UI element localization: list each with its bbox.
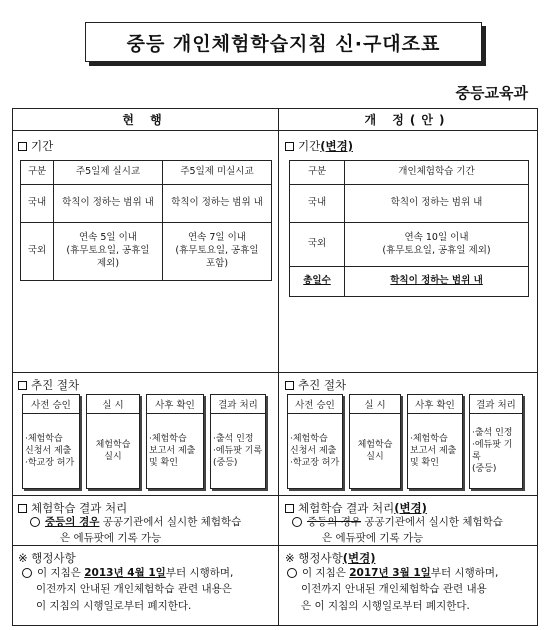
checkbox-square-icon bbox=[18, 142, 27, 151]
step-title: 결과 처리 bbox=[470, 395, 522, 414]
left-procedure-heading: 추진 절차 bbox=[18, 377, 79, 393]
circle-bullet-icon bbox=[30, 517, 40, 527]
step-title: 결과 처리 bbox=[211, 395, 265, 414]
step-body: ·체험학습 보고서 제출 및 확인 bbox=[149, 433, 196, 469]
step-title: 사후 확인 bbox=[408, 395, 462, 414]
step-box bbox=[86, 394, 140, 489]
step-box bbox=[146, 394, 204, 489]
table-cell: 학칙이 정하는 범위 내 bbox=[54, 185, 163, 223]
step-body: ·체험학습 신청서 제출 ·학교장 허가 bbox=[25, 433, 75, 469]
left-period-heading: 기간 bbox=[18, 138, 53, 154]
right-procedure-heading: 추진 절차 bbox=[285, 377, 346, 393]
table-cell: 연속 10일 이내 (휴무토요일, 공휴일 제외) bbox=[345, 223, 529, 267]
step-box bbox=[407, 394, 463, 489]
step-box bbox=[469, 394, 523, 489]
section-divider bbox=[12, 372, 537, 373]
step-body: ·체험학습 보고서 제출 및 확인 bbox=[410, 433, 457, 469]
step-body: ·출석 인정 ·에듀팟 기록 (중등) bbox=[472, 427, 513, 475]
header-divider bbox=[12, 130, 537, 131]
step-body: 체험학습 실시 bbox=[95, 439, 131, 462]
right-admin-text: 이 지침은 2017년 3월 1일부터 시행하며, 이전까지 안내된 개인체험학습 관련 내용 은 이 지침의 시행일로부터 폐지한다. bbox=[287, 565, 535, 614]
step-box bbox=[287, 394, 343, 489]
table-cell: 연속 7일 이내 (휴무토요일, 공휴일 포함) bbox=[163, 223, 272, 281]
table-header-cell: 주5일제 미실시교 bbox=[163, 161, 272, 185]
step-body: ·체험학습 신청서 제출 ·학교장 허가 bbox=[290, 433, 340, 469]
checkbox-square-icon bbox=[285, 142, 294, 151]
checkbox-square-icon bbox=[285, 381, 294, 390]
step-box bbox=[210, 394, 266, 489]
left-period-table bbox=[20, 160, 272, 281]
checkbox-square-icon bbox=[18, 381, 27, 390]
left-admin-text: 이 지침은 2013년 4월 1일부터 시행하며, 이전까지 안내된 개인체험학습 관련 내용은 이 지침의 시행일로부터 폐지한다. bbox=[22, 565, 277, 614]
table-header-cell: 주5일제 실시교 bbox=[54, 161, 163, 185]
section-divider bbox=[12, 495, 537, 496]
table-cell: 학칙이 정하는 범위 내 bbox=[163, 185, 272, 223]
department-label: 중등교육과 bbox=[455, 84, 528, 102]
step-body: 체험학습 실시 bbox=[357, 439, 393, 462]
step-body: ·출석 인정 ·에듀팟 기록 (중등) bbox=[213, 433, 263, 469]
column-divider bbox=[278, 108, 279, 625]
step-title: 사전 승인 bbox=[23, 395, 79, 414]
right-result-heading: 체험학습 결과 처리(변경) bbox=[285, 500, 427, 516]
table-cell: 국외 bbox=[290, 223, 345, 267]
right-period-table bbox=[289, 160, 529, 297]
left-result-text: 중등의 경우 공공기관에서 실시한 체험학습 은 에듀팟에 기록 가능 bbox=[30, 514, 275, 547]
table-header-cell: 구분 bbox=[21, 161, 54, 185]
step-box bbox=[349, 394, 401, 489]
table-cell: 국내 bbox=[290, 185, 345, 223]
table-cell: 학칙이 정하는 범위 내 bbox=[345, 185, 529, 223]
step-title: 사전 승인 bbox=[288, 395, 342, 414]
table-cell: 학칙이 정하는 범위 내 bbox=[345, 267, 529, 297]
left-admin-heading: ※ 행정사항 bbox=[18, 551, 76, 565]
checkbox-square-icon bbox=[18, 504, 27, 513]
reference-mark-icon: ※ bbox=[18, 551, 28, 565]
table-header-cell: 구분 bbox=[290, 161, 345, 185]
right-procedure-steps bbox=[287, 394, 523, 489]
table-cell: 연속 5일 이내 (휴무토요일, 공휴일 제외) bbox=[54, 223, 163, 281]
left-result-heading: 체험학습 결과 처리 bbox=[18, 500, 127, 516]
step-title: 실 시 bbox=[350, 395, 400, 414]
table-cell: 국내 bbox=[21, 185, 54, 223]
left-column-header: 현 행 bbox=[122, 112, 168, 127]
step-title: 실 시 bbox=[87, 395, 139, 414]
circle-bullet-icon bbox=[287, 568, 297, 578]
right-admin-heading: ※ 행정사항(변경) bbox=[285, 551, 376, 565]
table-header-cell: 개인체험학습 기간 bbox=[345, 161, 529, 185]
right-column-header: 개 정(안) bbox=[364, 112, 451, 127]
left-procedure-steps bbox=[22, 394, 266, 489]
right-period-heading: 기간(변경) bbox=[285, 138, 353, 154]
step-title: 사후 확인 bbox=[147, 395, 203, 414]
checkbox-square-icon bbox=[285, 504, 294, 513]
circle-bullet-icon bbox=[292, 517, 302, 527]
table-cell: 국외 bbox=[21, 223, 54, 281]
reference-mark-icon: ※ bbox=[285, 551, 295, 565]
right-result-text: 중등의 경우 공공기관에서 실시한 체험학습 은 에듀팟에 기록 가능 bbox=[292, 514, 532, 547]
table-cell: 총일수 bbox=[290, 267, 345, 297]
step-box bbox=[22, 394, 80, 489]
circle-bullet-icon bbox=[22, 568, 32, 578]
document-title: 중등 개인체험학습지침 신·구대조표 bbox=[85, 22, 482, 62]
